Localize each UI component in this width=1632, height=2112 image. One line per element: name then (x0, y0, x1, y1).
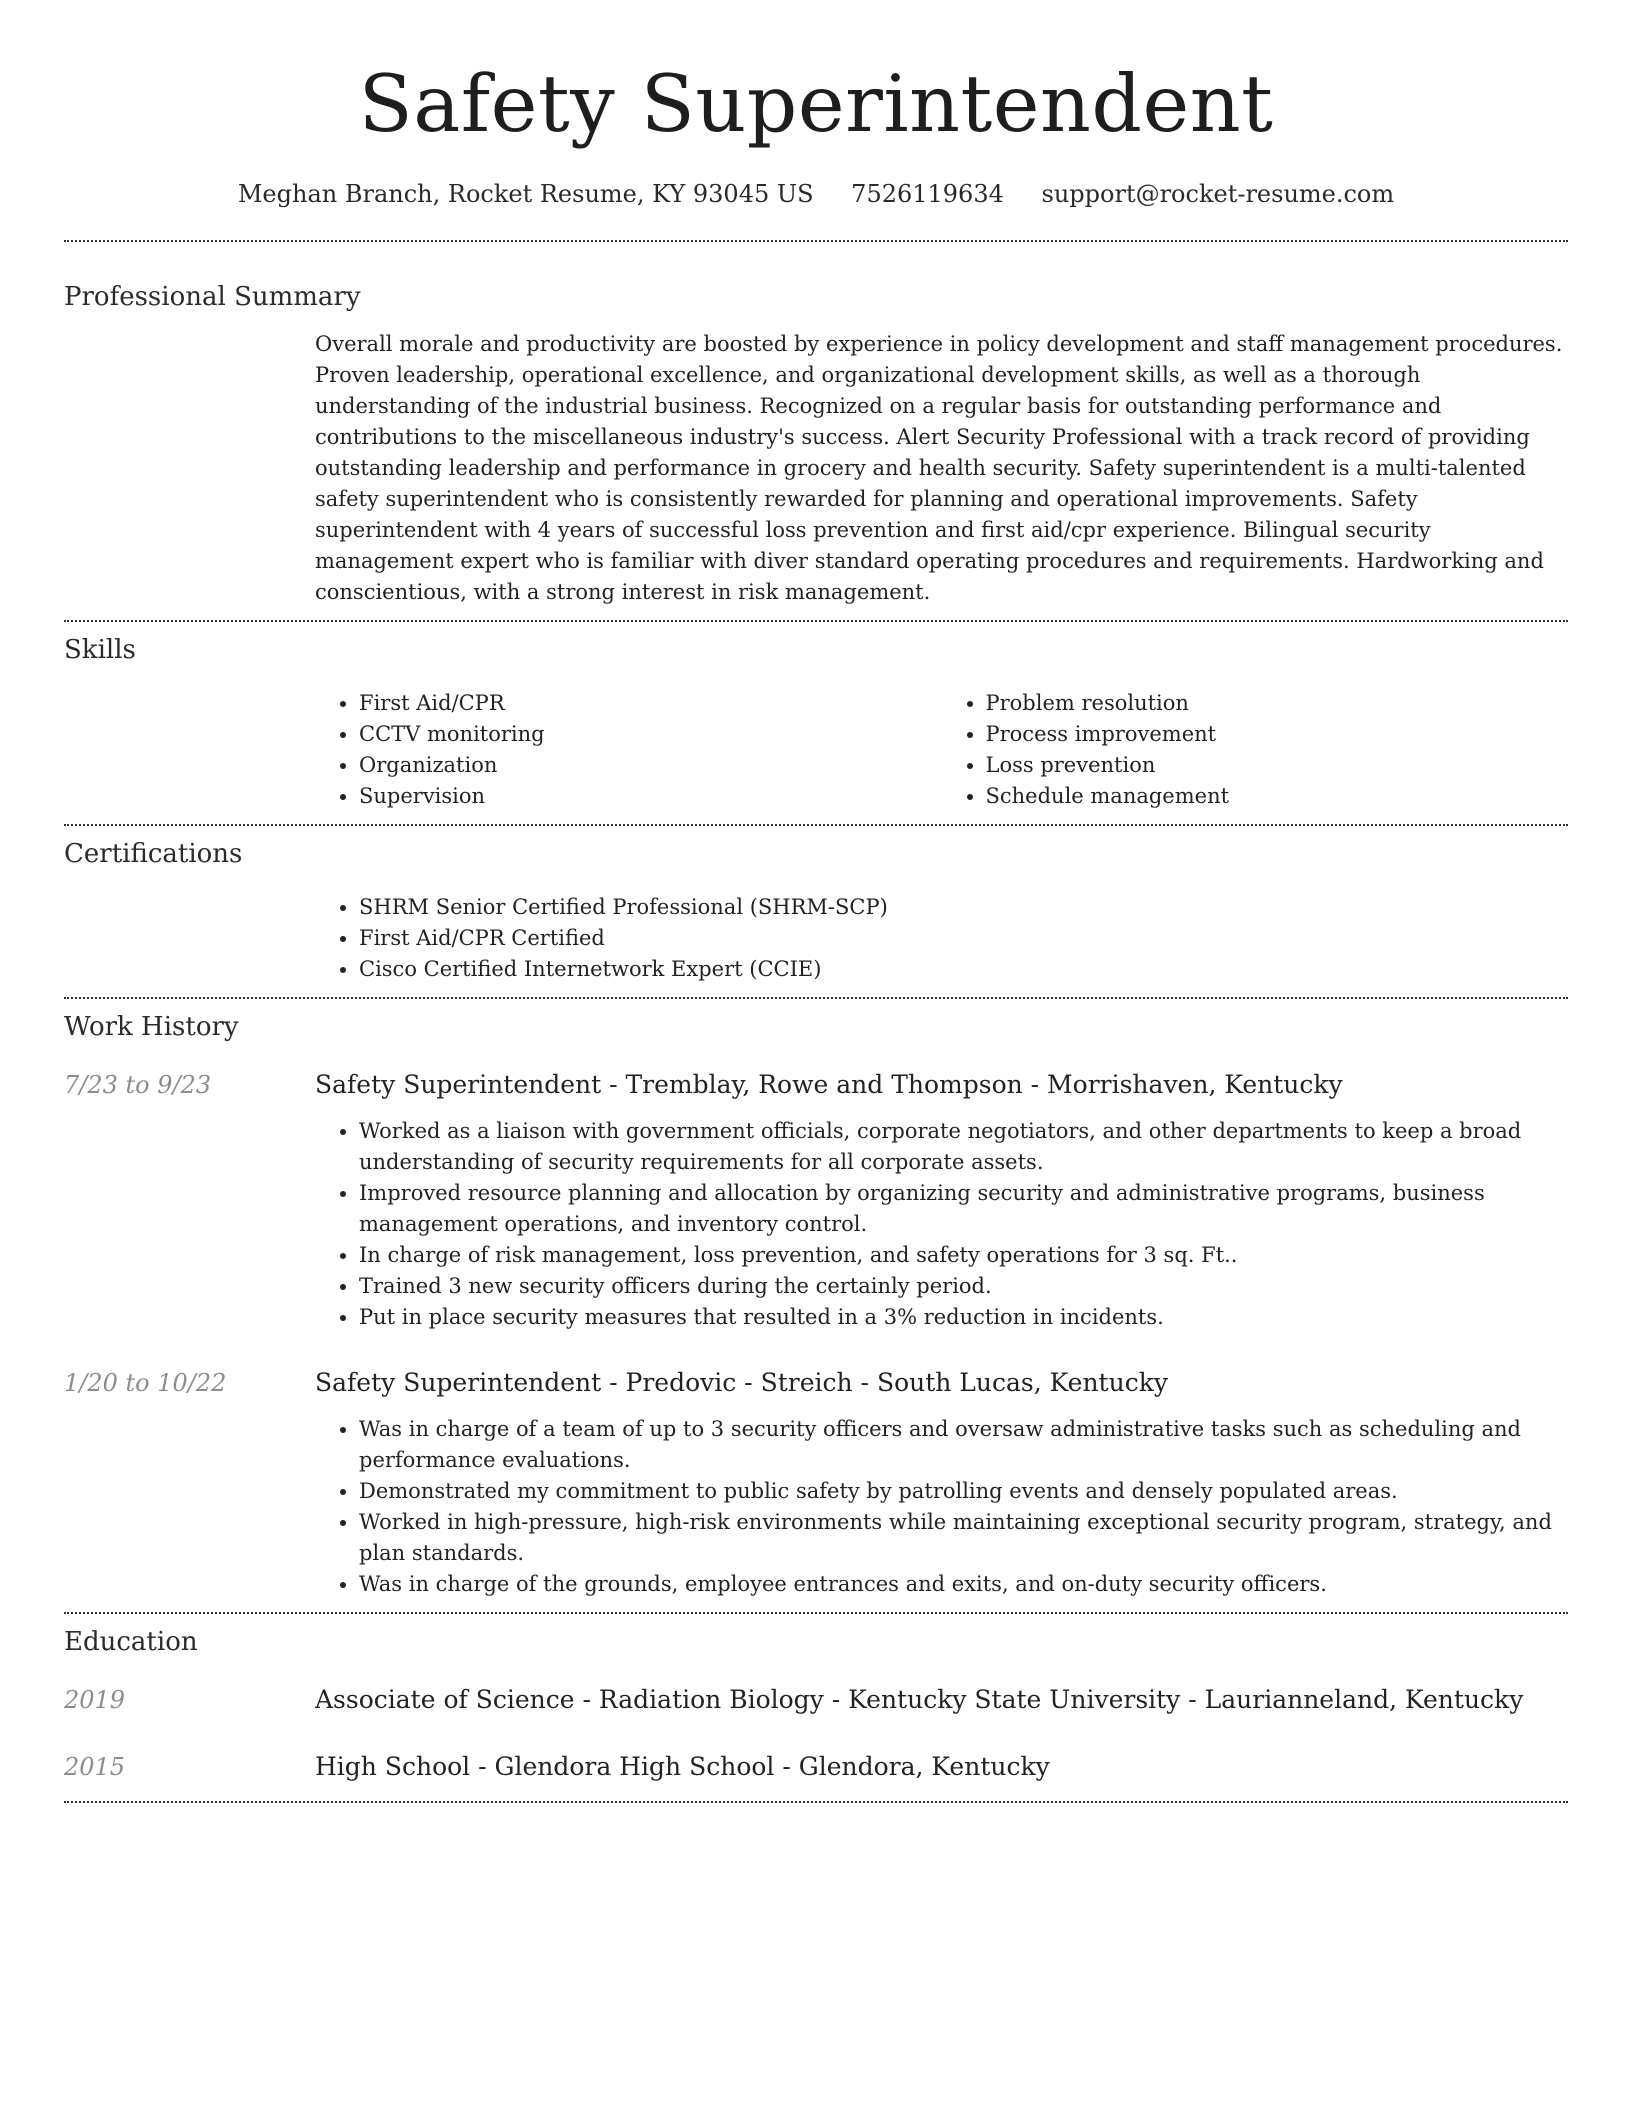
resume-name-title: Safety Superintendent (358, 58, 1274, 150)
contact-email: support@rocket-resume.com (1041, 180, 1395, 208)
skill-item: • Loss prevention (986, 750, 1569, 781)
job-bullet: • Was in charge of a team of up to 3 security officers and oversaw administrative tasks such as scheduling and performance evaluations. (359, 1414, 1568, 1476)
job-title: Safety Superintendent - Predovic - Streich - South Lucas, Kentucky (315, 1368, 1168, 1397)
job-title: Safety Superintendent - Tremblay, Rowe and Thompson - Morrishaven, Kentucky (315, 1070, 1343, 1099)
work-history-section (64, 999, 1568, 1600)
skill-item: • Problem resolution (986, 688, 1569, 719)
job-date: 1/20 to 10/22 (64, 1369, 227, 1397)
contact-phone: 7526119634 (851, 180, 1004, 208)
resume-page (64, 0, 1568, 1803)
job-date: 7/23 to 9/23 (64, 1071, 212, 1099)
skill-item: • First Aid/CPR (359, 688, 942, 719)
certification-item: • SHRM Senior Certified Professional (SHRM-SCP) (359, 892, 1568, 923)
education-section (64, 1614, 1568, 1784)
job-bullet: • Improved resource planning and allocation by organizing security and administrative programs, business management operations, and inventory control. (359, 1178, 1568, 1240)
education-date: 2019 (64, 1686, 126, 1714)
job-bullet: • Trained 3 new security officers during the certainly period. (359, 1271, 1568, 1302)
skill-item: • Supervision (359, 781, 942, 812)
contact-line (64, 177, 1568, 211)
summary-section (64, 242, 1568, 608)
skills-section (64, 622, 1568, 812)
job-bullet: • Worked as a liaison with government officials, corporate negotiators, and other departments to keep a broad understanding of security requirements for all corporate assets. (359, 1116, 1568, 1178)
skills-list-right (942, 688, 1569, 812)
education-entry (64, 1750, 1568, 1784)
contact-address: Meghan Branch, Rocket Resume, KY 93045 US (237, 180, 814, 208)
education-title: Associate of Science - Radiation Biology - Kentucky State University - Laurianneland, Kentucky (315, 1685, 1524, 1714)
job-bullets (315, 1116, 1568, 1333)
skill-item: • CCTV monitoring (359, 719, 942, 750)
skills-list-left (315, 688, 942, 812)
education-title: High School - Glendora High School - Glendora, Kentucky (315, 1752, 1050, 1781)
section-title-certifications: Certifications (64, 839, 243, 869)
certification-item: • Cisco Certified Internetwork Expert (CCIE) (359, 954, 1568, 985)
education-entry (64, 1683, 1568, 1717)
skill-item: • Process improvement (986, 719, 1569, 750)
section-title-skills: Skills (64, 635, 136, 665)
summary-text: Overall morale and productivity are boosted by experience in policy development and staff management procedures. Proven leadership, operational excellence, and organizational development skills, as well as a thorough understanding of the industrial business. Recognized on a regular basis for outstanding performance and contributions to the miscellaneous industry's success. Alert Security Professional with a track record of providing outstanding leadership and performance in grocery and health security. Safety superintendent is a multi-talented safety superintendent who is consistently rewarded for planning and operational improvements. Safety superintendent with 4 years of successful loss prevention and first aid/cpr experience. Bilingual security management expert who is familiar with diver standard operating procedures and requirements. Hardworking and conscientious, with a strong interest in risk management. (315, 332, 1563, 604)
education-date: 2015 (64, 1753, 126, 1781)
skill-item: • Schedule management (986, 781, 1569, 812)
divider (64, 1801, 1568, 1803)
job-bullet: • Worked in high-pressure, high-risk environments while maintaining exceptional security program, strategy, and plan standards. (359, 1507, 1568, 1569)
job-bullet: • Put in place security measures that resulted in a 3% reduction in incidents. (359, 1302, 1568, 1333)
job-bullets (315, 1414, 1568, 1600)
section-title-summary: Professional Summary (64, 282, 361, 312)
section-title-education: Education (64, 1627, 198, 1657)
job-bullet: • In charge of risk management, loss prevention, and safety operations for 3 sq. Ft.. (359, 1240, 1568, 1271)
job-entry (64, 1366, 1568, 1400)
skill-item: • Organization (359, 750, 942, 781)
job-bullet: • Demonstrated my commitment to public safety by patrolling events and densely populated areas. (359, 1476, 1568, 1507)
certifications-section (64, 826, 1568, 985)
certifications-list (315, 892, 1568, 985)
job-entry (64, 1068, 1568, 1102)
job-bullet: • Was in charge of the grounds, employee entrances and exits, and on-duty security officers. (359, 1569, 1568, 1600)
certification-item: • First Aid/CPR Certified (359, 923, 1568, 954)
section-title-work-history: Work History (64, 1012, 239, 1042)
